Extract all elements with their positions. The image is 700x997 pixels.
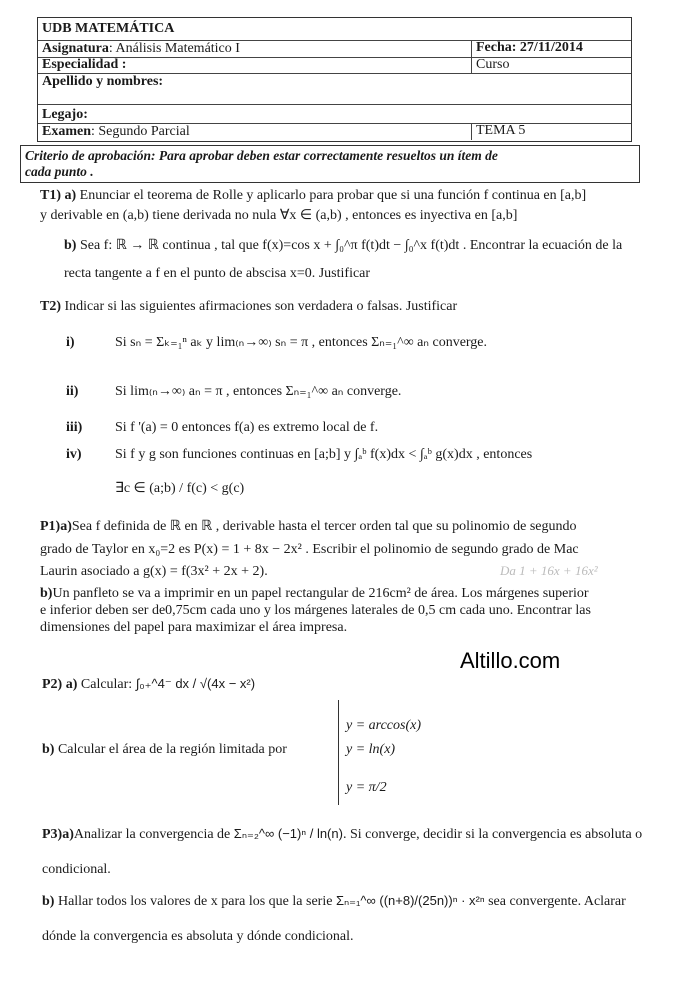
header-row-specialty [38, 57, 631, 74]
t2-item-text: Si lim₍ₙ→∞₎ aₙ = π , entonces Σₙ₌₁^∞ aₙ converge. [115, 384, 402, 399]
system-equation: y = arccos(x) [346, 718, 422, 733]
header-row-exam [38, 123, 631, 140]
p1a-line1: Sea f definida de ℝ en ℝ , derivable hasta el tercer orden tal que su polinomio de segundo [71, 519, 577, 534]
name-label: Apellido y nombres: [42, 74, 164, 89]
p3a-text-2: . Si converge, decidir si la convergencia es absoluta o [342, 827, 643, 842]
t2-item-num: iii) [66, 420, 83, 435]
p1a-line1-row [40, 519, 577, 535]
p3b-label: b) [42, 894, 55, 909]
t1a-line2: y derivable en (a,b) tiene derivada no nula ∀x ∈ (a,b) , entonces es inyectiva en [a,b] [40, 208, 518, 223]
criteria-box [20, 145, 640, 183]
t2-item-num: ii) [66, 384, 79, 399]
p3b-row [42, 893, 626, 910]
handwritten-note: Da 1 + 16x + 16x² [500, 563, 598, 578]
t2-item-text-2: ∃c ∈ (a;b) / f(c) < g(c) [115, 481, 245, 496]
p1b-line2: e inferior deben ser de0,75cm cada uno y los márgenes laterales de 0,5 cm cada uno. Encontrar las [40, 603, 591, 618]
p2a-text: Calcular: [80, 677, 133, 692]
t2-item-num: iv) [66, 447, 82, 462]
header-row-legajo [38, 104, 631, 124]
specialty-label: Especialidad : [42, 57, 127, 72]
t1b-line1: Sea f: ℝ → ℝ continua , tal que f(x)=cos x + ∫₀^π f(t)dt − ∫₀^x f(t)dt . Encontrar la ecuación de la [79, 238, 623, 253]
p1b-line1: Un panfleto se va a imprimir en un papel rectangular de 216cm² de área. Los márgenes superior [52, 586, 589, 601]
p2a-label: P2) a) [42, 677, 78, 692]
exam-cell [42, 124, 190, 139]
t1a-line1-row [40, 188, 586, 204]
p3b-series: Σₙ₌₁^∞ ((n+8)/(25n))ⁿ · x²ⁿ [335, 893, 485, 908]
p3a-row [42, 826, 642, 843]
t2-label: T2) [40, 299, 61, 314]
course-label: Curso [471, 57, 509, 73]
p2a-row [42, 676, 255, 693]
header-row-subject [38, 40, 631, 58]
p2a-integral: ∫₀₊^4⁻ dx / √(4x − x²) [135, 676, 256, 691]
exam: : Segundo Parcial [91, 124, 190, 139]
p2b-row [42, 742, 287, 758]
criteria-label: Criterio de aprobación: [25, 148, 156, 163]
p3b-text-2: sea convergente. Aclarar [488, 894, 626, 909]
subject-label: Asignatura [42, 41, 109, 56]
t1a-line1: Enunciar el teorema de Rolle y aplicarlo para probar que si una función f continua en [a,b] [79, 188, 587, 203]
t2-item-text: Si sₙ = Σₖ₌₁ⁿ aₖ y lim₍ₙ→∞₎ sₙ = π , entonces Σₙ₌₁^∞ aₙ converge. [115, 335, 488, 350]
header-row-name [38, 73, 631, 105]
tema: TEMA 5 [471, 123, 525, 140]
p1a-line3: Laurin asociado a g(x) = f(3x² + 2x + 2). [40, 564, 268, 579]
criteria-text: Para aprobar deben estar correctamente resueltos un ítem de [158, 148, 498, 163]
t1b-line1-row [64, 238, 622, 254]
t2-title: Indicar si las siguientes afirmaciones son verdadera o falsas. Justificar [64, 299, 458, 314]
criteria-text-2: cada punto . [25, 164, 94, 179]
t2-item-text: Si f '(a) = 0 entonces f(a) es extremo local de f. [115, 420, 379, 435]
p1b-line1-row [40, 586, 589, 602]
t1b-label: b) [64, 238, 77, 253]
header-table [37, 17, 632, 142]
t2-title-row [40, 299, 457, 315]
t2-item-text: Si f y g son funciones continuas en [a;b] y ∫ₐᵇ f(x)dx < ∫ₐᵇ g(x)dx , entonces [115, 447, 533, 462]
institution: UDB MATEMÁTICA [42, 21, 175, 36]
p2b-text: Calcular el área de la región limitada por [57, 742, 287, 757]
p1a-line2: grado de Taylor en x₀=2 es P(x) = 1 + 8x − 2x² . Escribir el polinomio de segundo grado de Mac [40, 542, 579, 557]
p1b-line3: dimensiones del papel para maximizar el área impresa. [40, 620, 348, 635]
p3a-label: P3)a) [42, 827, 74, 842]
system-equation: y = π/2 [346, 780, 387, 795]
p3b-line2: dónde la convergencia es absoluta y dónde condicional. [42, 929, 354, 944]
t1a-label: T1) a) [40, 188, 77, 203]
system-equation: y = ln(x) [346, 742, 396, 757]
subject: : Análisis Matemático I [108, 41, 240, 56]
date: Fecha: 27/11/2014 [471, 40, 583, 57]
t1b-line2: recta tangente a f en el punto de abscisa x=0. Justificar [64, 266, 371, 281]
subject-cell [42, 41, 240, 56]
p3a-text: Analizar la convergencia de [73, 827, 231, 842]
exam-label: Examen [42, 124, 91, 139]
watermark: Altillo.com [460, 648, 561, 673]
p3b-text: Hallar todos los valores de x para los que la serie [57, 894, 333, 909]
p1a-label: P1)a) [40, 519, 72, 534]
p3a-series: Σₙ₌₂^∞ (−1)ⁿ / ln(n) [233, 826, 343, 841]
header-row-institution [38, 18, 631, 41]
p2b-label: b) [42, 742, 55, 757]
system-brace [338, 700, 345, 805]
p3a-line2: condicional. [42, 862, 111, 877]
legajo-label: Legajo: [42, 107, 88, 122]
t2-item-num: i) [66, 335, 75, 350]
p1b-label: b) [40, 586, 53, 601]
